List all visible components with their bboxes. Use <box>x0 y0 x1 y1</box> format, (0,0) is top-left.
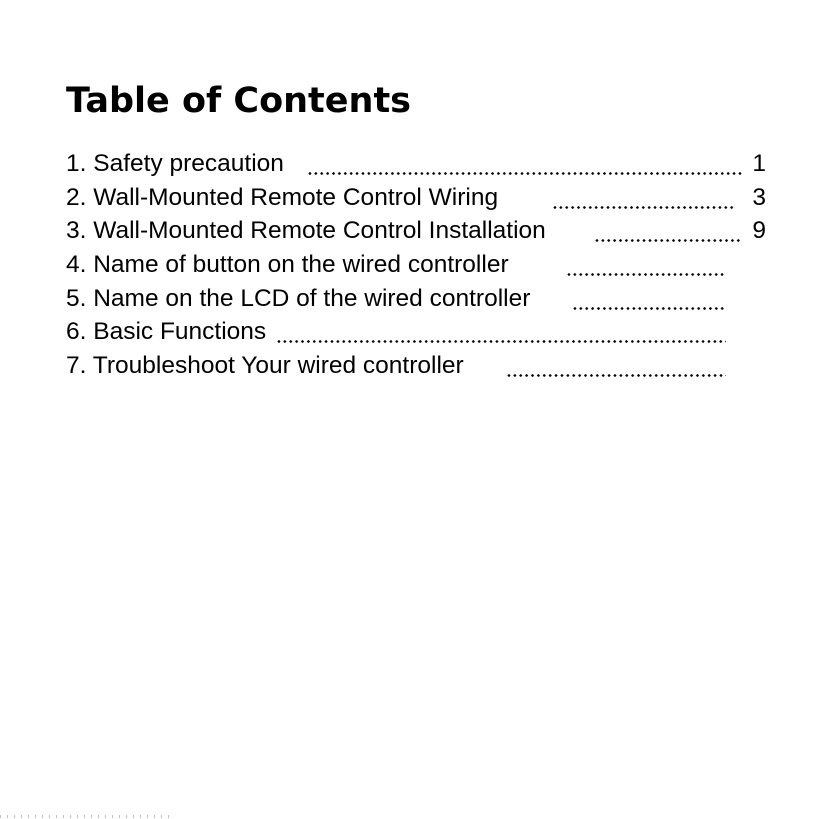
toc-entry-6 <box>66 315 766 349</box>
toc-entry-2 <box>66 181 766 215</box>
toc-entry-text: 2. Wall-Mounted Remote Control Wiring <box>66 183 499 211</box>
toc-entry-4 <box>66 248 766 282</box>
toc-entry-5 <box>66 282 766 316</box>
toc-entry-text: 3. Wall-Mounted Remote Control Installation <box>66 217 546 245</box>
dot-leader <box>506 374 726 377</box>
page-title: Table of Contents <box>66 81 412 121</box>
toc-entry-text: 6. Basic Functions <box>66 318 267 346</box>
toc-page-number: 3 <box>752 183 766 211</box>
toc-entry-3 <box>66 214 766 248</box>
scan-artifact-line <box>0 815 170 818</box>
toc-page-number: 9 <box>752 217 766 245</box>
dot-leader <box>594 239 742 242</box>
dot-leader <box>572 307 726 310</box>
toc-entry-text: 5. Name on the LCD of the wired controller <box>66 284 531 312</box>
dot-leader <box>307 172 743 175</box>
toc-entry-7 <box>66 349 766 383</box>
toc-entry-text: 7. Troubleshoot Your wired controller <box>66 352 464 380</box>
dot-leader <box>552 206 735 209</box>
toc-entry-1 <box>66 147 766 181</box>
toc-entry-text: 4. Name of button on the wired controller <box>66 251 509 279</box>
toc-page-number: 1 <box>752 150 766 177</box>
table-of-contents <box>66 147 766 383</box>
dot-leader <box>276 340 726 343</box>
toc-entry-text: 1. Safety precaution <box>66 150 284 177</box>
dot-leader <box>566 273 726 276</box>
